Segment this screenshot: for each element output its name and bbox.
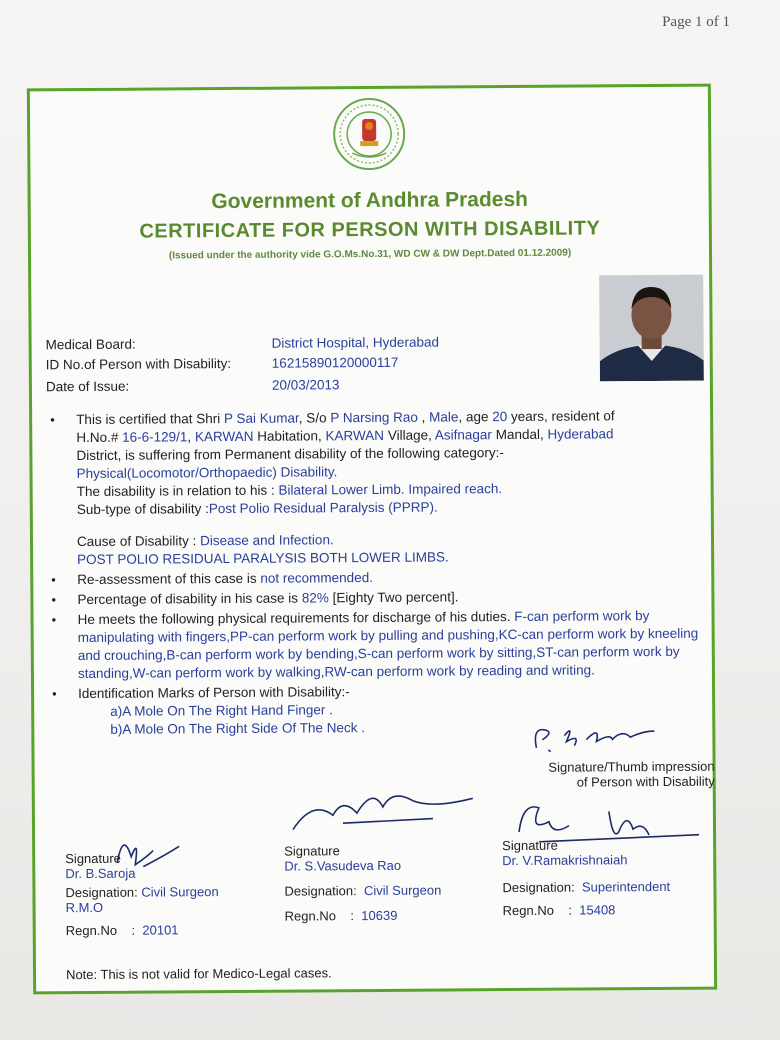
issued-authority: (Issued under the authority vide G.O.Ms.No.31, WD CW & DW Dept.Dated 01.12.2009) — [168, 247, 572, 262]
date-value: 20/03/2013 — [271, 377, 340, 393]
legal-note: Note: This is not valid for Medico-Legal cases. — [65, 965, 332, 983]
mandal: Asifnagar — [434, 427, 492, 443]
mark-b: b)A Mole On The Right Side Of The Neck . — [110, 720, 365, 737]
village: KARWAN — [325, 427, 385, 444]
date-row — [45, 377, 340, 395]
signatory-2-name: Dr. S.Vasudeva Rao — [284, 857, 402, 874]
house-number: 16-6-129/1 — [122, 429, 188, 445]
father-name: P Narsing Rao — [330, 409, 418, 426]
signatory-1-name: Dr. B.Saroja — [65, 865, 136, 882]
disability-relation: Bilateral Lower Limb. Impaired reach. — [278, 481, 503, 498]
certification-paragraph: • This is certified that Shri P Sai Kumar, S/o P Narsing Rao , Male, age 20 years, resident of — [46, 407, 706, 430]
cause-of-disability: Disease and Infection. — [200, 532, 334, 549]
percentage-value: 82% — [301, 590, 329, 606]
disability-subtype: Post Polio Residual Paralysis (PPRP). — [208, 499, 438, 517]
signatory-2-regn: 10639 — [361, 907, 398, 924]
person-photo — [599, 275, 704, 382]
mark-a: a)A Mole On The Right Hand Finger . — [110, 702, 333, 719]
medical-board-row — [45, 334, 440, 353]
signatory-2: Signature Dr. S.Vasudeva Rao Designation: Civil Surgeon Regn.No : 10639 — [284, 843, 442, 924]
cause-detail: POST POLIO RESIDUAL PARALYSIS BOTH LOWER LIMBS. — [77, 549, 449, 568]
person-signature-icon — [530, 717, 670, 758]
disability-category: Physical(Locomotor/Orthopaedic) Disability. — [76, 464, 338, 482]
identification-item: • Identification Marks of Person with Disability:- — [48, 681, 708, 704]
requirements-value: F-can perform work by manipulating with fingers,PP-can perform work by pulling and pushing,KC-can perform work by kneeling and crouching,B-can perform work by bending,S-can perform work by sitting,ST-can perform work by standing,W-can perform work by walking,RW-can perform work by reading and writing. — [77, 608, 699, 682]
medical-board-label: Medical Board: — [45, 336, 136, 353]
signature-2-icon — [283, 778, 483, 839]
person-name: P Sai Kumar — [223, 410, 299, 427]
id-label: ID No.of Person with Disability: — [45, 355, 232, 373]
date-label: Date of Issue: — [45, 378, 130, 395]
certificate-body: • This is certified that Shri P Sai Kumar, S/o P Narsing Rao , Male, age 20 years, resident of H.No.# 16-6-129/1, KARWAN Habitation, KARWAN Village, Asifnagar Mandal, Hyderabad District, is suffering from Permanent disability of the following category:- Physical(Locomotor/Orthopaedic) Disability. The disability is in relation to his : Bilateral Lower Limb. Impaired reach. Sub-type of disability :Post Polio Residual Paralysis (PPRP). Cause of Disability : Disease and Infection. POST POLIO RESIDUAL PARALYSIS BOTH LOWER LIMBS. • Re-assessment of this case is not recommended. • Percentage of disability in his case is 82% [Eighty Two percent]. • He meets the following physical requirements for discharge of his duties. F-can perform work by manipulating with fingers,PP-can perform work by pulling and pushing,KC-can perform work by kneeling and crouching,B-can perform work by bending,S-can perform work by sitting,ST-can perform work by standing,W-can perform work by walking,RW-can perform work by reading and writing. • Identification Marks of Person with Disability:- a)A Mole On The Right Hand Finger . b)A Mole On The Right Side Of The Neck . — [46, 407, 708, 740]
page-number: Page 1 of 1 — [662, 14, 730, 30]
district: Hyderabad — [547, 426, 614, 442]
signatory-3-regn: 15408 — [579, 902, 616, 918]
signatory-1: Signature Dr. B.Saroja Designation: Civil Surgeon R.M.O Regn.No : 20101 — [65, 850, 219, 939]
medical-board-value: District Hospital, Hyderabad — [271, 334, 440, 351]
signatory-1-regn: 20101 — [142, 922, 179, 938]
certificate — [27, 84, 717, 995]
reassessment-item: • Re-assessment of this case is not recommended. — [47, 567, 707, 590]
gender: Male — [429, 409, 459, 425]
certificate-title: CERTIFICATE FOR PERSON WITH DISABILITY — [139, 217, 601, 243]
government-heading: Government of Andhra Pradesh — [211, 187, 529, 214]
percentage-item: • Percentage of disability in his case is 82% [Eighty Two percent]. — [47, 587, 707, 610]
id-value: 16215890120000117 — [271, 354, 399, 371]
id-row — [45, 354, 399, 373]
habitation: KARWAN — [194, 428, 254, 445]
signatory-3-name: Dr. V.Ramakrishnaiah — [502, 852, 628, 869]
requirements-item: • He meets the following physical requirements for discharge of his duties. F-can perform work by manipulating with fingers,PP-can perform work by pulling and pushing,KC-can perform work by kneeling and crouching,B-can perform work by bending,S-can perform work by sitting,ST-can perform work by standing,W-can perform work by walking,RW-can perform work by reading and writing. — [47, 607, 707, 684]
person-signature-caption: Signature/Thumb impression of Person with Disability — [548, 758, 715, 790]
age: 20 — [492, 409, 508, 425]
signatory-3: Signature Dr. V.Ramakrishnaiah Designation: Superintendent Regn.No : 15408 — [502, 837, 671, 919]
state-emblem-icon — [332, 97, 407, 172]
portrait-image — [599, 275, 704, 382]
